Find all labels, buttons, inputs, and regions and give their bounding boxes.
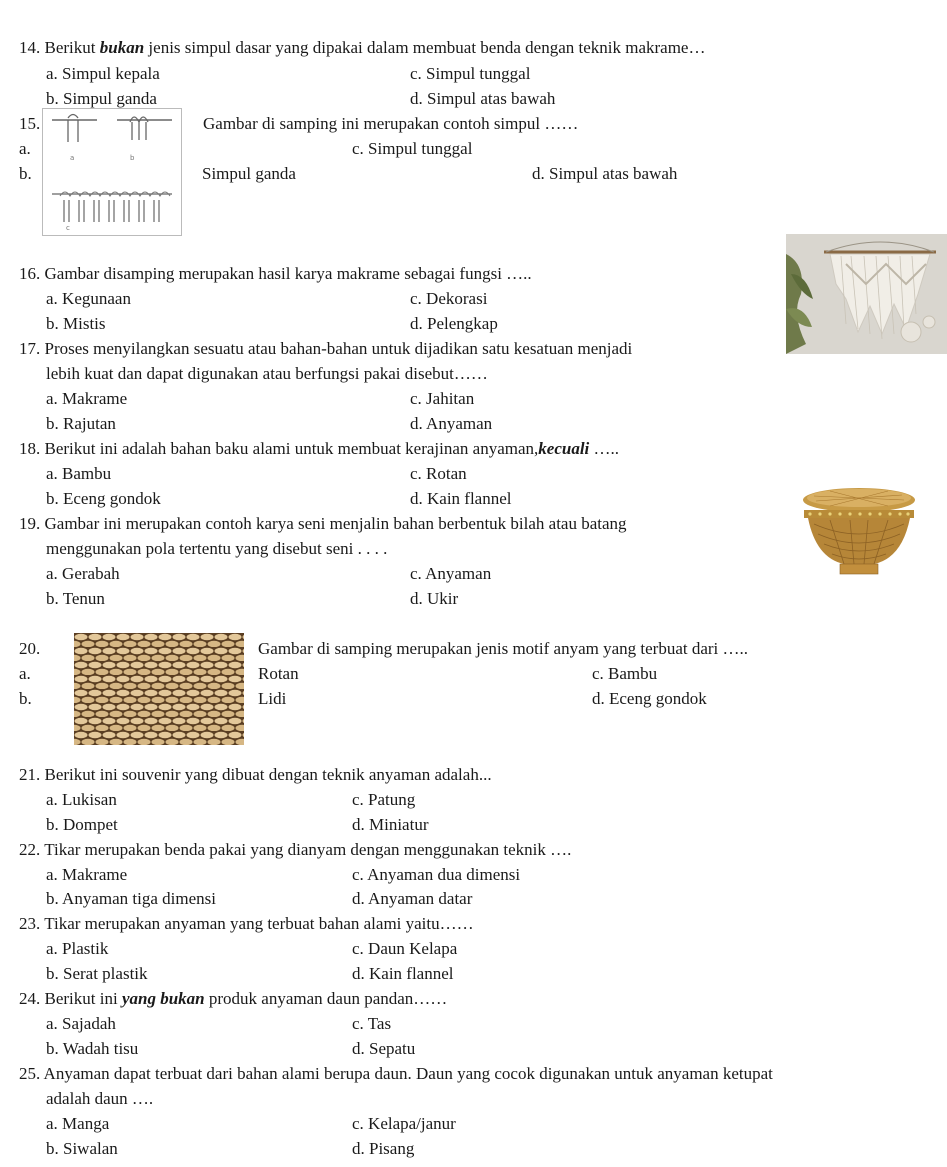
- q18-option-d: d. Kain flannel: [410, 489, 512, 508]
- q15-option-b-letter: b.: [19, 164, 32, 183]
- q22-option-b: b. Anyaman tiga dimensi: [46, 889, 216, 908]
- q21-option-b: b. Dompet: [46, 815, 118, 834]
- q20-option-d: d. Eceng gondok: [592, 689, 707, 708]
- q22-option-a: a. Makrame: [46, 865, 128, 884]
- q21-option-d: d. Miniatur: [352, 815, 429, 834]
- q22-stem: 22. Tikar merupakan benda pakai yang dianyam dengan menggunakan teknik ….: [19, 840, 572, 859]
- q17-option-d: d. Anyaman: [410, 414, 493, 433]
- q14-stem: 14. Berikut bukan jenis simpul dasar yang dipakai dalam membuat benda dengan teknik makrame…: [19, 38, 706, 57]
- q20-option-b-letter: b.: [19, 689, 32, 708]
- q14-option-d: d. Simpul atas bawah: [410, 89, 556, 108]
- q24-option-c: c. Tas: [352, 1014, 392, 1033]
- q15-stem: Gambar di samping ini merupakan contoh simpul ……: [203, 114, 579, 133]
- knot-label-b: b: [130, 154, 135, 162]
- q19-option-a: a. Gerabah: [46, 564, 120, 583]
- q18-option-c: c. Rotan: [410, 464, 467, 483]
- q22-option-d: d. Anyaman datar: [352, 889, 473, 908]
- q19-stem-line2: menggunakan pola tertentu yang disebut seni . . . .: [46, 539, 388, 558]
- q19-option-c: c. Anyaman: [410, 564, 492, 583]
- q21-option-a: a. Lukisan: [46, 790, 117, 809]
- q25-option-c: c. Kelapa/janur: [352, 1114, 456, 1133]
- q20-stem: Gambar di samping merupakan jenis motif anyam yang terbuat dari …..: [258, 639, 749, 658]
- q16-stem: 16. Gambar disamping merupakan hasil karya makrame sebagai fungsi …..: [19, 264, 532, 283]
- q18-stem: 18. Berikut ini adalah bahan baku alami untuk membuat kerajinan anyaman,kecuali …..: [19, 439, 620, 458]
- q14-option-a: a. Simpul kepala: [46, 64, 160, 83]
- q15-option-c: c. Simpul tunggal: [352, 139, 473, 158]
- knot-label-c: c: [66, 224, 70, 232]
- q20-option-b: Lidi: [258, 689, 287, 708]
- q23-option-c: c. Daun Kelapa: [352, 939, 458, 958]
- q20-option-c: c. Bambu: [592, 664, 658, 683]
- q14-option-b: b. Simpul ganda: [46, 89, 157, 108]
- q17-stem-line2: lebih kuat dan dapat digunakan atau berfungsi pakai disebut……: [46, 364, 488, 383]
- q17-option-b: b. Rajutan: [46, 414, 116, 433]
- knot-label-a: a: [70, 154, 75, 162]
- q19-option-d: d. Ukir: [410, 589, 459, 608]
- q21-stem: 21. Berikut ini souvenir yang dibuat dengan teknik anyaman adalah...: [19, 765, 492, 784]
- q21-option-c: c. Patung: [352, 790, 416, 809]
- q20-option-a-letter: a.: [19, 664, 31, 683]
- q17-option-c: c. Jahitan: [410, 389, 475, 408]
- knot-illustration: [42, 108, 182, 236]
- q24-option-d: d. Sepatu: [352, 1039, 416, 1058]
- q24-stem: 24. Berikut ini yang bukan produk anyaman daun pandan……: [19, 989, 448, 1008]
- q15-option-b: Simpul ganda: [202, 164, 296, 183]
- q25-stem-line1: 25. Anyaman dapat terbuat dari bahan alami berupa daun. Daun yang cocok digunakan untuk anyaman ketupat: [19, 1064, 773, 1083]
- q15-option-d: d. Simpul atas bawah: [532, 164, 678, 183]
- q15-number: 15.: [19, 114, 41, 133]
- q20-option-a: Rotan: [258, 664, 299, 683]
- q19-option-b: b. Tenun: [46, 589, 105, 608]
- q20-number: 20.: [19, 639, 41, 658]
- macrame-wall-hanging-image: [786, 234, 947, 354]
- q23-option-a: a. Plastik: [46, 939, 109, 958]
- q18-option-b: b. Eceng gondok: [46, 489, 161, 508]
- q24-option-a: a. Sajadah: [46, 1014, 116, 1033]
- q23-stem: 23. Tikar merupakan anyaman yang terbuat bahan alami yaitu……: [19, 914, 474, 933]
- q16-option-d: d. Pelengkap: [410, 314, 498, 333]
- woven-basket-image: [800, 480, 918, 578]
- q23-option-d: d. Kain flannel: [352, 964, 454, 983]
- q19-stem-line1: 19. Gambar ini merupakan contoh karya seni menjalin bahan berbentuk bilah atau batang: [19, 514, 627, 533]
- q24-option-b: b. Wadah tisu: [46, 1039, 139, 1058]
- q17-option-a: a. Makrame: [46, 389, 128, 408]
- q14-option-c: c. Simpul tunggal: [410, 64, 531, 83]
- q16-option-a: a. Kegunaan: [46, 289, 131, 308]
- q16-option-c: c. Dekorasi: [410, 289, 488, 308]
- weave-pattern-image: [74, 633, 244, 745]
- q18-option-a: a. Bambu: [46, 464, 112, 483]
- q25-option-b: b. Siwalan: [46, 1139, 118, 1158]
- q25-stem-line2: adalah daun ….: [46, 1089, 154, 1108]
- q22-option-c: c. Anyaman dua dimensi: [352, 865, 521, 884]
- q15-option-a: a.: [19, 139, 31, 158]
- q25-option-d: d. Pisang: [352, 1139, 415, 1158]
- q25-option-a: a. Manga: [46, 1114, 110, 1133]
- q23-option-b: b. Serat plastik: [46, 964, 148, 983]
- q17-stem-line1: 17. Proses menyilangkan sesuatu atau bahan-bahan untuk dijadikan satu kesatuan menjadi: [19, 339, 633, 358]
- q16-option-b: b. Mistis: [46, 314, 106, 333]
